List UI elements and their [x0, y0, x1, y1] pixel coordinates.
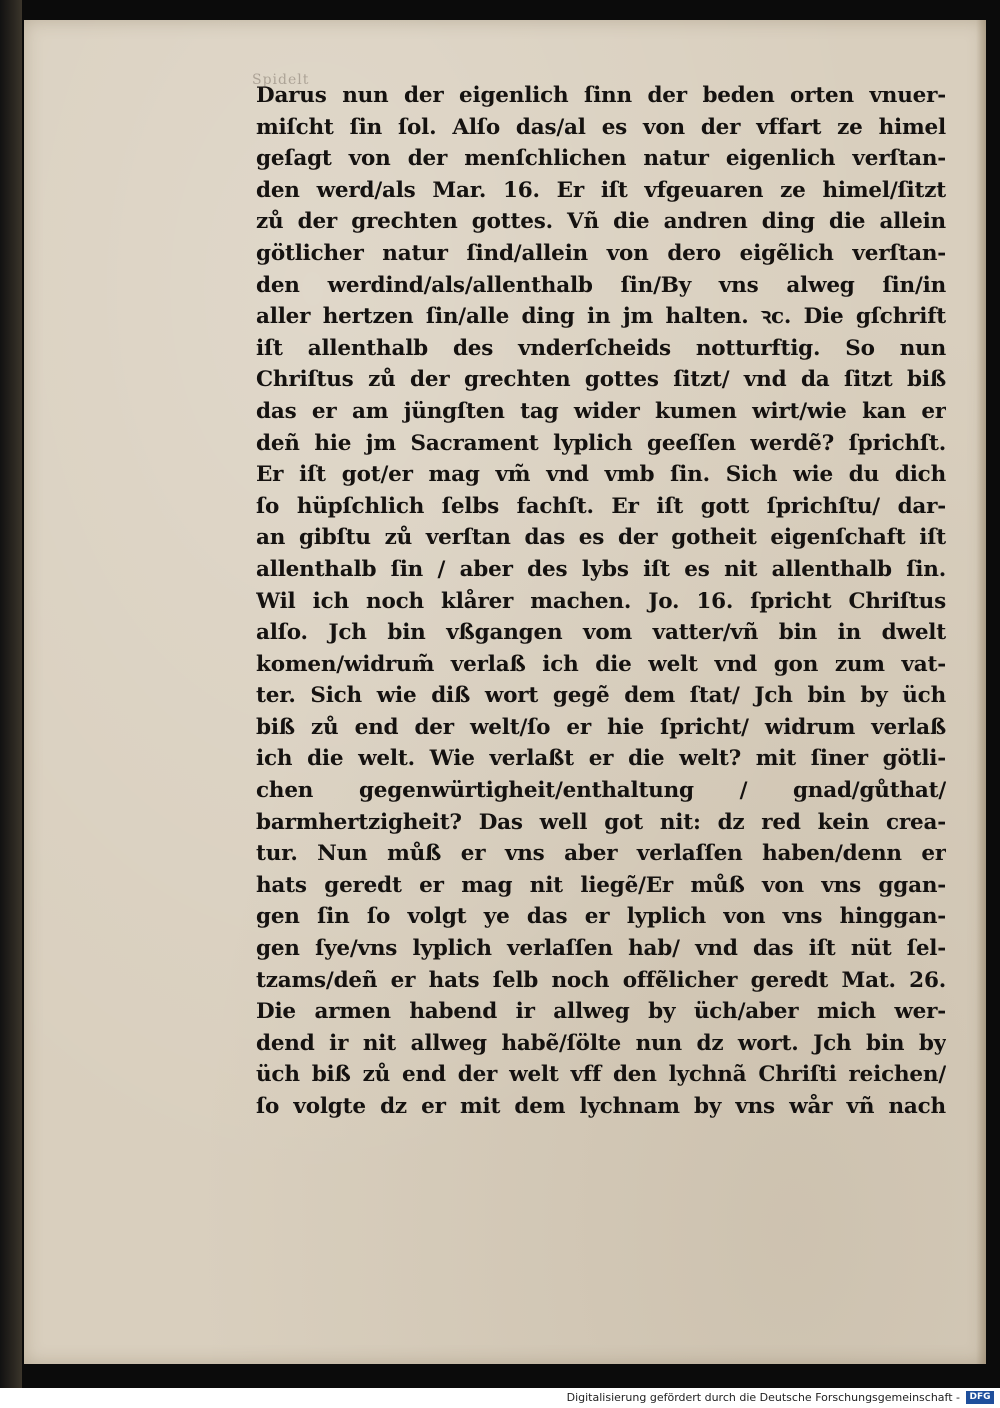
- text-line: barmhertzigheit? Das well got nit: dz red kein crea‑: [256, 809, 946, 835]
- footer-bar: [0, 1388, 1000, 1408]
- text-line: aller hertzen ſin/alle ding in jm halten. ꝛc. Die gſchrift: [256, 304, 946, 330]
- text-line: ter. Sich wie diß wort gegẽ dem ſtat/ Jch bin by üch: [256, 683, 946, 709]
- dfg-logo-icon: DFG: [966, 1391, 994, 1404]
- text-line: den werd/als Mar. 16. Er iſt vfgeuaren ze himel/ſitzt: [256, 177, 946, 203]
- text-line: dend ir nit allweg habẽ/ſölte nun dz wort. Jch bin by: [256, 1030, 946, 1056]
- body-text: [256, 80, 946, 1123]
- book-spine-edge: [0, 0, 22, 1388]
- text-line: ſo volgte dz er mit dem lychnam by vns wår vñ nach: [256, 1094, 946, 1119]
- text-line: hats geredt er mag nit liegẽ/Er můß von vns ggan‑: [256, 872, 946, 898]
- text-line: allenthalb ſin / aber des lybs iſt es nit allenthalb ſin.: [256, 556, 946, 582]
- text-line: Die armen habend ir allweg by üch/aber mich wer‑: [256, 999, 946, 1025]
- text-line: miſcht ſin ſol. Alſo das/al es von der vffart ze himel: [256, 114, 946, 140]
- text-line: Er iſt got/er mag vm̃ vnd vmb ſin. Sich wie du dich: [256, 462, 946, 488]
- text-line: götlicher natur ſind/allein von dero eigẽlich verſtan‑: [256, 240, 946, 266]
- text-line: üch biß zů end der welt vff den lychnã Chriſti reichen/: [256, 1062, 946, 1088]
- text-line: Darus nun der eigenlich ſinn der beden orten vnuer‑: [256, 83, 946, 108]
- text-line: iſt allenthalb des vnderſcheids notturftig. So nun: [256, 335, 946, 361]
- text-line: alſo. Jch bin vßgangen vom vatter/vñ bin in dwelt: [256, 620, 946, 646]
- faint-ink-mark: Spidelt: [252, 72, 310, 88]
- text-line: deñ hie jm Sacrament lyplich geeſſen werdẽ? ſprichſt.: [256, 430, 946, 456]
- text-line: Chriſtus zů der grechten gottes ſitzt/ vnd da ſitzt biß: [256, 367, 946, 393]
- text-line: ſo hüpſchlich ſelbs fachſt. Er iſt gott ſprichſtu/ dar‑: [256, 493, 946, 519]
- text-line: komen/widrum̃ verlaß ich die welt vnd gon zum vat‑: [256, 651, 946, 677]
- text-line: tur. Nun můß er vns aber verlaſſen haben/denn er: [256, 841, 946, 867]
- text-line: geſagt von der menſchlichen natur eigenlich verſtan‑: [256, 146, 946, 172]
- text-line: an gibſtu zů verſtan das es der gotheit eigenſchaft iſt: [256, 525, 946, 551]
- text-line: zů der grechten gottes. Vñ die andren ding die allein: [256, 209, 946, 235]
- text-line: biß zů end der welt/ſo er hie ſpricht/ widrum verlaß: [256, 714, 946, 740]
- text-line: tzams/deñ er hats ſelb noch offẽlicher geredt Mat. 26.: [256, 967, 946, 993]
- text-line: ich die welt. Wie verlaßt er die welt? mit ſiner götli‑: [256, 746, 946, 772]
- text-line: gen ſye/vns lyplich verlaſſen hab/ vnd das iſt nüt ſel‑: [256, 936, 946, 962]
- text-line: Wil ich noch klårer machen. Jo. 16. ſpricht Chriſtus: [256, 588, 946, 614]
- text-line: den werdind/als/allenthalb ſin/By vns alweg ſin/in: [256, 272, 946, 298]
- text-line: das er am jüngſten tag wider kumen wirt/wie kan er: [256, 398, 946, 424]
- text-line: chen gegenwürtigheit/enthaltung / gnad/gůthat/: [256, 778, 946, 804]
- text-line: gen ſin ſo volgt ye das er lyplich von vns hinggan‑: [256, 904, 946, 930]
- page-edge-shadow: [976, 20, 986, 1364]
- funding-notice: Digitalisierung gefördert durch die Deutsche Forschungsgemeinschaft -: [566, 1391, 960, 1404]
